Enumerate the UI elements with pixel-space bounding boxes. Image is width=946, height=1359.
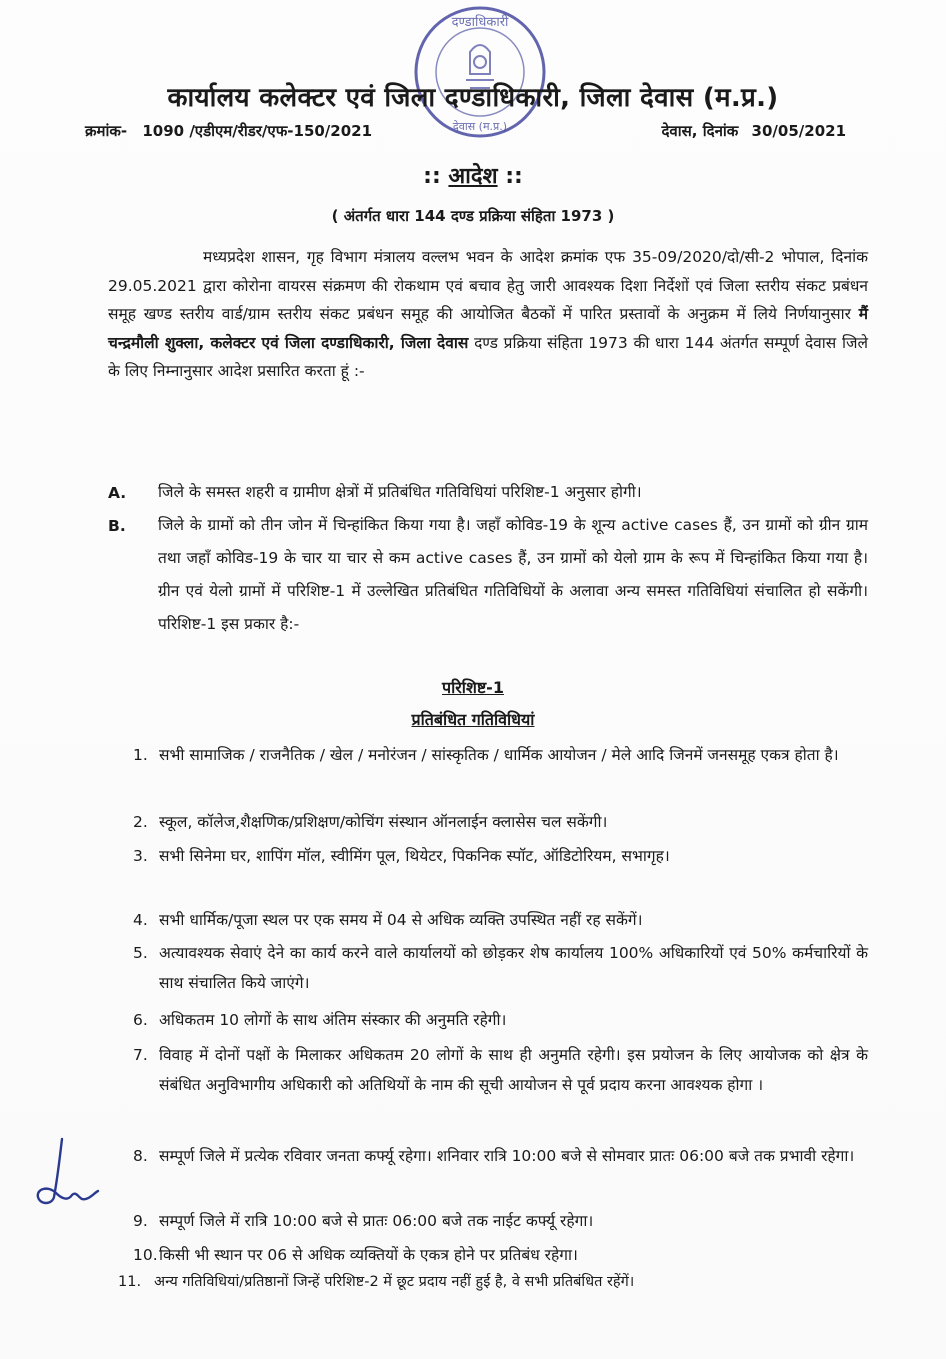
list-item	[133, 1206, 868, 1236]
list-item	[133, 841, 868, 871]
reference-label: क्रमांक-	[85, 122, 128, 140]
list-item-text: सम्पूर्ण जिले में प्रत्येक रविवार जनता कर्फ्यू रहेगा। शनिवार रात्रि 10:00 बजे से सोमवार प्रातः 06:00 बजे तक प्रभावी रहेगा।	[159, 1147, 855, 1165]
point-a-letter: A.	[108, 484, 127, 502]
list-item-number: 8.	[133, 1147, 148, 1165]
list-item-number: 6.	[133, 1011, 148, 1029]
list-item-text: अत्यावश्यक सेवाएं देने का कार्य करने वाले कार्यालयों को छोड़कर शेष कार्यालय 100% अधिकारियों एवं 50% कर्मचारियों के साथ संचालित किये जाएंगे।	[159, 944, 868, 992]
list-item-number: 5.	[133, 944, 148, 962]
order-suffix: ::	[505, 164, 523, 189]
point-b-text: जिले के ग्रामों को तीन जोन में चिन्हांकित किया गया है। जहाँ कोविड-19 के शून्य active cases हैं, उन ग्रामों को ग्रीन ग्राम तथा जहाँ कोविड-19 के चार या चार से कम active cases हैं, उन ग्रामों को येलो ग्राम के रूप में चिन्हांकित किया गया है। ग्रीन एवं येलो ग्रामों में परिशिष्ट-1 में उल्लेखित प्रतिबंधित गतिविधियों के अलावा अन्य समस्त गतिविधियां संचालित हो सकेंगी। परिशिष्ट-1 इस प्रकार है:-	[158, 516, 868, 633]
annexure-title: परिशिष्ट-1	[442, 678, 504, 697]
order-heading	[0, 160, 946, 190]
list-item-text: अधिकतम 10 लोगों के साथ अंतिम संस्कार की अनुमति रहेगी।	[159, 1011, 507, 1029]
list-item	[133, 1005, 868, 1035]
list-item-number: 10.	[133, 1246, 158, 1264]
order-subtitle: ( अंतर्गत धारा 144 दण्ड प्रक्रिया संहिता 1973 )	[331, 207, 615, 225]
intro-part2: दण्ड प्रक्रिया संहिता 1973 की धारा 144 अंतर्गत सम्पूर्ण देवास जिले के लिए निम्नानुसार आदेश प्रसारित करता हूं :-	[108, 333, 868, 380]
date-label: देवास, दिनांक	[661, 122, 739, 140]
official-seal-icon	[410, 2, 550, 142]
svg-text:दण्डाधिकारी: दण्डाधिकारी	[451, 15, 509, 30]
intro-paragraph	[108, 243, 868, 386]
order-title: आदेश	[448, 164, 498, 189]
list-item-text: सभी सामाजिक / राजनैतिक / खेल / मनोरंजन / सांस्कृतिक / धार्मिक आयोजन / मेले आदि जिनमें जनसमूह एकत्र होता है।	[159, 746, 839, 764]
list-item	[133, 807, 868, 837]
list-item-number: 4.	[133, 911, 148, 929]
list-item-number: 11.	[118, 1274, 142, 1290]
list-item-text: सम्पूर्ण जिले में रात्रि 10:00 बजे से प्रातः 06:00 बजे तक नाईट कर्फ्यू रहेगा।	[159, 1212, 594, 1230]
list-item	[133, 740, 868, 770]
date-value: 30/05/2021	[751, 122, 846, 140]
signature-icon	[22, 1135, 102, 1215]
list-item	[118, 1267, 868, 1297]
list-item-text: सभी धार्मिक/पूजा स्थल पर एक समय में 04 से अधिक व्यक्ति उपस्थित नहीं रह सकेंगें।	[159, 911, 643, 929]
list-item-number: 3.	[133, 847, 148, 865]
list-item-text: अन्य गतिविधियां/प्रतिष्ठानों जिन्हें परिशिष्ट-2 में छूट प्रदाय नहीं हुई है, वे सभी प्रतिबंधित रहेंगें।	[154, 1274, 635, 1290]
reference-number: 1090 /एडीएम/रीडर/एफ-150/2021	[142, 122, 373, 140]
list-item	[133, 1240, 868, 1270]
reference-line	[85, 121, 382, 141]
list-item-text: किसी भी स्थान पर 06 से अधिक व्यक्तियों के एकत्र होने पर प्रतिबंध रहेगा।	[159, 1246, 578, 1264]
list-item-number: 2.	[133, 813, 148, 831]
point-b-letter: B.	[108, 517, 126, 535]
list-item	[133, 1040, 868, 1100]
list-item-number: 9.	[133, 1212, 148, 1230]
intro-bold: मैं चन्द्रमौली शुक्ला, कलेक्टर एवं जिला दण्डाधिकारी, जिला देवास	[108, 305, 868, 352]
order-prefix: ::	[423, 164, 441, 189]
list-item	[133, 1141, 868, 1171]
list-item-text: सभी सिनेमा घर, शापिंग मॉल, स्वीमिंग पूल, थियेटर, पिकनिक स्पॉट, ऑडिटोरियम, सभागृह।	[159, 847, 670, 865]
date-line	[653, 121, 846, 141]
list-item-number: 1.	[133, 746, 148, 764]
svg-text:देवास (म.प्र.): देवास (म.प्र.)	[452, 120, 508, 133]
point-a-text: जिले के समस्त शहरी व ग्रामीण क्षेत्रों में प्रतिबंधित गतिविधियां परिशिष्ट-1 अनुसार होगी।	[158, 483, 642, 501]
intro-part1: मध्यप्रदेश शासन, गृह विभाग मंत्रालय वल्लभ भवन के आदेश क्रमांक एफ 35-09/2020/दो/सी-2 भोपाल, दिनांक 29.05.2021 द्वारा कोरोना वायरस संक्रमण की रोकथाम एवं बचाव हेतु जारी आवश्यक दिशा निर्देशों एवं जिला स्तरीय संकट प्रबंधन समूह खण्ड स्तरीय वार्ड/ग्राम स्तरीय संकट प्रबंधन समूह की आयोजित बैठकों में पारित प्रस्तावों के अनुक्रम में लिये निर्णयानुसार	[108, 248, 868, 323]
list-item	[133, 938, 868, 998]
list-item	[133, 905, 868, 935]
list-item-text: विवाह में दोनों पक्षों के मिलाकर अधिकतम 20 लोगों के साथ ही अनुमति रहेगी। इस प्रयोजन के लिए आयोजक को क्षेत्र के संबंधित अनुविभागीय अधिकारी को अतिथियों के नाम की सूची आयोजन से पूर्व प्रदाय करना आवश्यक होगा ।	[159, 1046, 868, 1094]
office-title: कार्यालय कलेक्टर एवं जिला दण्डाधिकारी, जिला देवास (म.प्र.)	[167, 83, 779, 113]
list-item-number: 7.	[133, 1046, 148, 1064]
list-item-text: स्कूल, कॉलेज,शैक्षणिक/प्रशिक्षण/कोचिंग संस्थान ऑनलाईन क्लासेस चल सकेंगी।	[159, 813, 608, 831]
annexure-subtitle: प्रतिबंधित गतिविधियां	[411, 710, 535, 729]
